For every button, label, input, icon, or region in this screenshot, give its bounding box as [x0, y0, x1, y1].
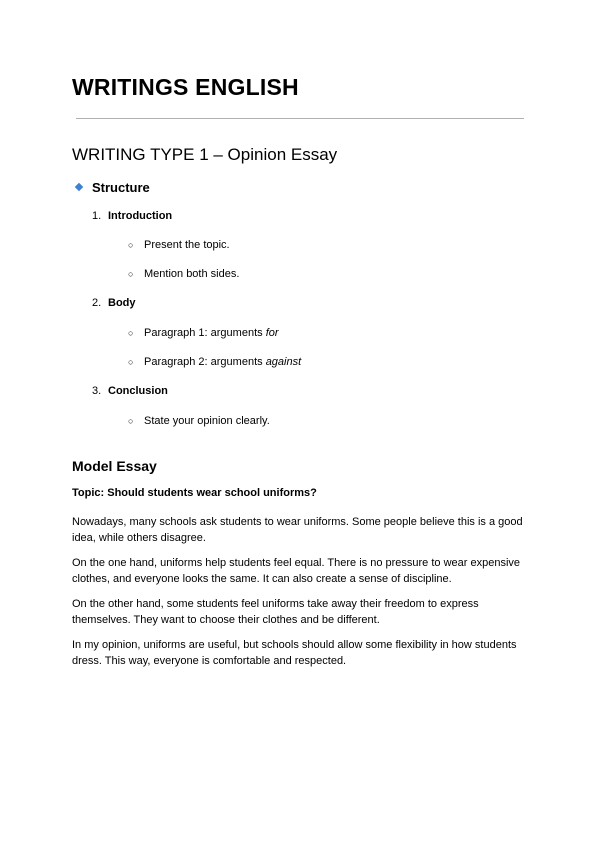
- section-heading: WRITING TYPE 1 – Opinion Essay: [72, 145, 338, 164]
- sub-item: [128, 415, 270, 427]
- structure-heading: [76, 180, 150, 195]
- sub-item-emphasis: against: [265, 356, 302, 368]
- circle-bullet-icon: ○: [128, 240, 134, 250]
- sub-item-emphasis: for: [265, 327, 279, 339]
- sub-item-text: Mention both sides.: [144, 268, 240, 280]
- sub-item: [128, 327, 279, 339]
- structure-item-conclusion: [92, 385, 168, 397]
- sub-item-text: Present the topic.: [144, 239, 230, 251]
- item-label: Introduction: [108, 210, 173, 222]
- item-label: Conclusion: [108, 385, 168, 397]
- title-divider: [76, 118, 524, 119]
- sub-item-text: State your opinion clearly.: [144, 415, 270, 427]
- structure-item-introduction: [92, 210, 172, 222]
- document-title: WRITINGS ENGLISH: [72, 74, 299, 100]
- circle-bullet-icon: ○: [128, 269, 134, 279]
- sub-item-text: Paragraph 1: arguments: [144, 327, 266, 339]
- item-number: 3.: [92, 385, 102, 397]
- circle-bullet-icon: ○: [128, 357, 134, 367]
- structure-item-body: [92, 297, 136, 309]
- essay-paragraph: On the one hand, uniforms help students feel equal. There is no pressure to wear expensive clothes, and everyone looks the same. It can also create a sense of discipline.: [72, 557, 521, 585]
- item-number: 2.: [92, 297, 102, 309]
- sub-item: [128, 239, 230, 251]
- model-essay-heading: Model Essay: [72, 458, 157, 474]
- essay-paragraph: On the other hand, some students feel uniforms take away their freedom to express themselves. They want to choose their clothes and be different.: [72, 598, 479, 626]
- structure-label: Structure: [92, 180, 150, 195]
- sub-item-text: Paragraph 2: arguments: [144, 356, 266, 368]
- circle-bullet-icon: ○: [128, 328, 134, 338]
- item-number: 1.: [92, 210, 102, 222]
- essay-paragraph: In my opinion, uniforms are useful, but schools should allow some flexibility in how students dress. This way, everyone is comfortable and respected.: [72, 639, 517, 667]
- sub-item: [128, 356, 301, 368]
- circle-bullet-icon: ○: [128, 416, 134, 426]
- essay-topic: Topic: Should students wear school uniforms?: [72, 487, 317, 499]
- sub-item: [128, 268, 239, 280]
- diamond-bullet-icon: [75, 183, 83, 191]
- item-label: Body: [108, 297, 136, 309]
- essay-paragraph: Nowadays, many schools ask students to wear uniforms. Some people believe this is a good idea, while others disagree.: [72, 516, 523, 544]
